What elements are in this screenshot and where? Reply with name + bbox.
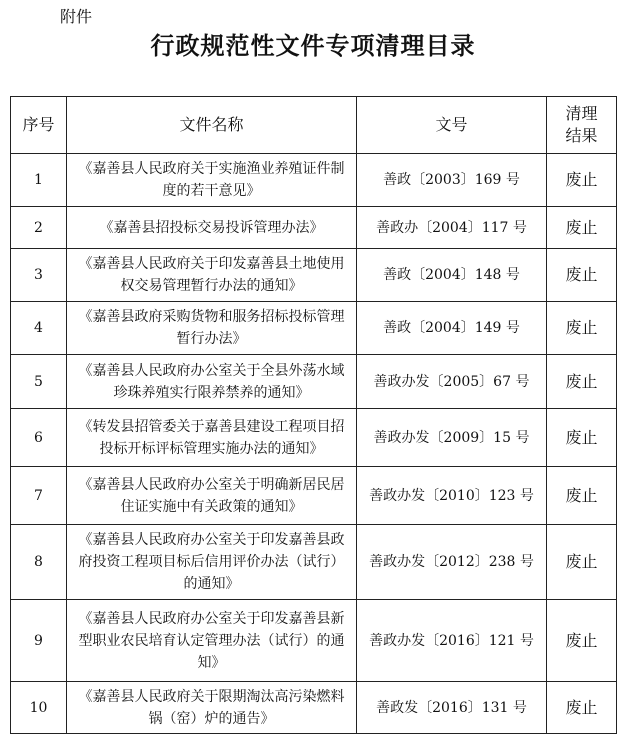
header-doc-no: 文号	[357, 97, 547, 154]
row-doc-no: 善政〔2004〕148 号	[357, 249, 547, 302]
table-row	[11, 600, 617, 682]
row-name: 《嘉善县政府采购货物和服务招标投标管理暂行办法》	[67, 302, 357, 355]
row-doc-no: 善政办发〔2010〕123 号	[357, 467, 547, 525]
row-result: 废止	[547, 207, 617, 249]
row-index: 9	[11, 600, 67, 682]
row-doc-no: 善政办〔2004〕117 号	[357, 207, 547, 249]
row-name: 《转发县招管委关于嘉善县建设工程项目招投标开标评标管理实施办法的通知》	[67, 409, 357, 467]
catalog-table	[10, 96, 617, 734]
table-row	[11, 409, 617, 467]
row-name: 《嘉善县招投标交易投诉管理办法》	[67, 207, 357, 249]
row-name: 《嘉善县人民政府办公室关于全县外荡水域珍珠养殖实行限养禁养的通知》	[67, 355, 357, 409]
row-doc-no: 善政办发〔2009〕15 号	[357, 409, 547, 467]
row-doc-no: 善政办发〔2005〕67 号	[357, 355, 547, 409]
row-result: 废止	[547, 249, 617, 302]
row-doc-no: 善政办发〔2012〕238 号	[357, 525, 547, 600]
table-row	[11, 525, 617, 600]
table-row	[11, 682, 617, 734]
row-doc-no: 善政〔2004〕149 号	[357, 302, 547, 355]
row-name: 《嘉善县人民政府关于限期淘汰高污染燃料锅（窑）炉的通告》	[67, 682, 357, 734]
header-name: 文件名称	[67, 97, 357, 154]
table-row	[11, 467, 617, 525]
row-name: 《嘉善县人民政府办公室关于印发嘉善县新型职业农民培育认定管理办法（试行）的通知》	[67, 600, 357, 682]
row-result: 废止	[547, 467, 617, 525]
header-result	[547, 97, 617, 154]
header-result-line2: 结果	[565, 126, 598, 145]
row-doc-no: 善政〔2003〕169 号	[357, 154, 547, 207]
row-index: 5	[11, 355, 67, 409]
table-row	[11, 154, 617, 207]
row-result: 废止	[547, 355, 617, 409]
row-name: 《嘉善县人民政府关于印发嘉善县土地使用权交易管理暂行办法的通知》	[67, 249, 357, 302]
table-row	[11, 207, 617, 249]
row-result: 废止	[547, 682, 617, 734]
table-row	[11, 249, 617, 302]
row-index: 3	[11, 249, 67, 302]
row-result: 废止	[547, 600, 617, 682]
row-result: 废止	[547, 302, 617, 355]
row-index: 4	[11, 302, 67, 355]
table-header-row	[11, 97, 617, 154]
table-row	[11, 302, 617, 355]
row-index: 6	[11, 409, 67, 467]
attachment-label: 附件	[60, 7, 93, 26]
header-index: 序号	[11, 97, 67, 154]
row-result: 废止	[547, 409, 617, 467]
row-index: 7	[11, 467, 67, 525]
row-name: 《嘉善县人民政府关于实施渔业养殖证件制度的若干意见》	[67, 154, 357, 207]
row-index: 8	[11, 525, 67, 600]
page-title: 行政规范性文件专项清理目录	[150, 31, 476, 60]
row-result: 废止	[547, 525, 617, 600]
header-result-line1: 清理	[565, 104, 598, 123]
row-doc-no: 善政发〔2016〕131 号	[357, 682, 547, 734]
row-index: 2	[11, 207, 67, 249]
row-index: 10	[11, 682, 67, 734]
row-name: 《嘉善县人民政府办公室关于明确新居民居住证实施中有关政策的通知》	[67, 467, 357, 525]
row-result: 废止	[547, 154, 617, 207]
row-index: 1	[11, 154, 67, 207]
row-doc-no: 善政办发〔2016〕121 号	[357, 600, 547, 682]
table-row	[11, 355, 617, 409]
row-name: 《嘉善县人民政府办公室关于印发嘉善县政府投资工程项目标后信用评价办法（试行）的通知》	[67, 525, 357, 600]
